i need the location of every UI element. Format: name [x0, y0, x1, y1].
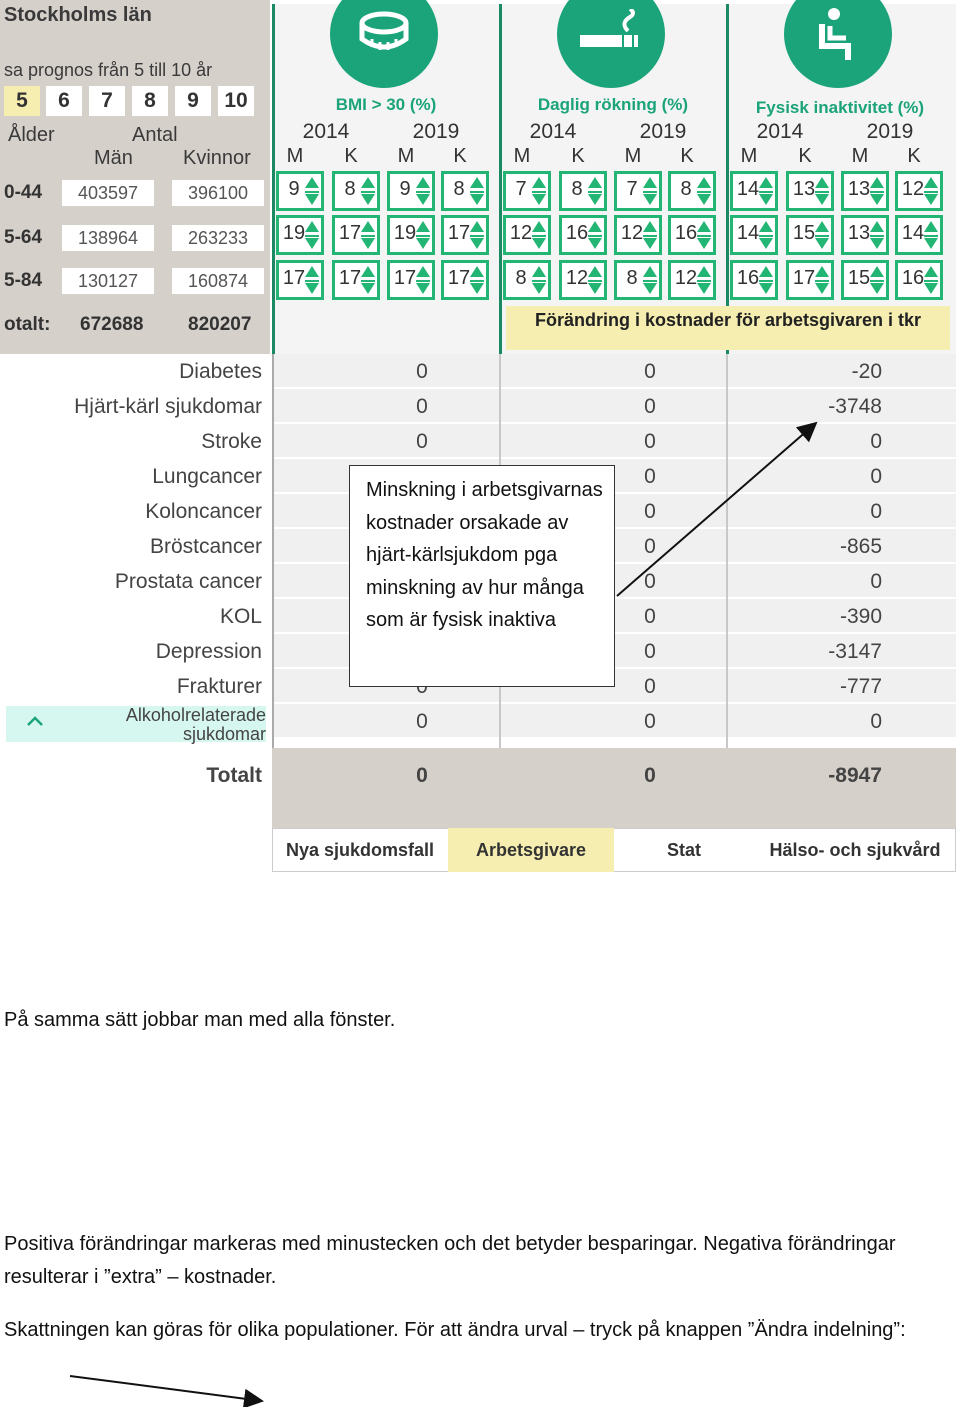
population-man-input[interactable]: 130127	[62, 268, 154, 294]
value-fysisk: -20	[851, 360, 882, 383]
tab-stat[interactable]: Stat	[666, 840, 701, 860]
disease-label: KOL	[219, 605, 262, 628]
value-rokning: 0	[644, 465, 656, 488]
sex-header: K	[798, 145, 812, 167]
value-fysisk: 0	[870, 465, 882, 488]
stepper-value: 19	[393, 222, 417, 244]
year-header: 2019	[866, 120, 914, 143]
total-fysisk: -8947	[828, 764, 882, 787]
disease-label: Depression	[155, 640, 262, 663]
stepper-value: 12	[565, 267, 589, 289]
year-header: 2014	[302, 120, 350, 143]
disease-label: Stroke	[201, 430, 262, 453]
value-bmi: 0	[416, 430, 428, 453]
value-rokning: 0	[644, 360, 656, 383]
disease-label: Alkoholrelaterade sjukdomar	[6, 706, 266, 742]
stepper-value: 14	[901, 222, 925, 244]
population-man-input[interactable]: 138964	[62, 225, 154, 251]
antal-label: Antal	[132, 124, 178, 146]
stepper-value: 13	[792, 178, 816, 200]
stepper-value: 16	[736, 267, 760, 289]
year-header: 2019	[412, 120, 460, 143]
disease-label: Bröstcancer	[149, 535, 262, 558]
sex-header: M	[397, 145, 415, 167]
sex-header: K	[680, 145, 694, 167]
population-kvinnor-input[interactable]: 160874	[172, 268, 264, 294]
value-fysisk: -3748	[828, 395, 882, 418]
value-rokning: 0	[644, 535, 656, 558]
prognos-label: sa prognos från 5 till 10 år	[4, 60, 213, 80]
value-rokning: 0	[644, 430, 656, 453]
value-fysisk: 0	[870, 710, 882, 733]
sex-header: K	[907, 145, 921, 167]
value-fysisk: -865	[839, 535, 882, 558]
disease-label: Frakturer	[176, 675, 262, 698]
stepper-value: 14	[736, 222, 760, 244]
cost-header: Förändring i kostnader för arbetsgivaren i tkr	[506, 306, 950, 350]
callout-arrow	[617, 423, 816, 596]
stepper-value: 12	[901, 178, 925, 200]
sex-header: M	[624, 145, 642, 167]
population-total-man: 672688	[80, 314, 144, 335]
sex-header: K	[344, 145, 358, 167]
value-bmi: 0	[416, 395, 428, 418]
stepper-value: 19	[282, 222, 306, 244]
stepper-value: 8	[453, 178, 465, 200]
stepper-value: 9	[288, 178, 300, 200]
disease-label: Prostata cancer	[114, 570, 262, 593]
total-rokning: 0	[644, 764, 656, 787]
stepper-value: 17	[792, 267, 816, 289]
man-label: Män	[94, 147, 133, 169]
sex-header: M	[286, 145, 304, 167]
stepper-value: 17	[338, 267, 362, 289]
stepper-value: 17	[447, 267, 471, 289]
stepper-value: 17	[393, 267, 417, 289]
stepper-value: 8	[344, 178, 356, 200]
year-header: 2019	[639, 120, 687, 143]
value-rokning: 0	[644, 710, 656, 733]
value-fysisk: -777	[839, 675, 882, 698]
age-group-label: 5-64	[4, 227, 43, 248]
value-fysisk: 0	[870, 500, 882, 523]
stepper-value: 8	[571, 178, 583, 200]
stepper-value: 15	[792, 222, 816, 244]
year-option[interactable]: 6	[46, 86, 82, 116]
population-total-label: otalt:	[4, 314, 51, 335]
stepper-value: 13	[847, 222, 871, 244]
stepper-value: 7	[515, 178, 527, 200]
value-bmi: 0	[416, 360, 428, 383]
paragraph-2: Positiva förändringar markeras med minustecken och det betyder besparingar. Negativa förändringar resulterar i ”extra” – kostnader.	[4, 1233, 896, 1288]
disease-label: Lungcancer	[152, 465, 262, 488]
callout-box: Minskning i arbetsgivarnas kostnader orsakade av hjärt-kärlsjukdom pga minskning av hur många som är fysisk inaktiva	[349, 465, 615, 687]
value-fysisk: 0	[870, 430, 882, 453]
paragraph-3: Skattningen kan göras för olika populationer. För att ändra urval – tryck på knappen ”Ändra indelning”:	[4, 1319, 906, 1341]
value-rokning: 0	[644, 500, 656, 523]
stepper-value: 9	[399, 178, 411, 200]
population-kvinnor-input[interactable]: 396100	[172, 180, 264, 206]
tab-hälso-och-sjukvård[interactable]: Hälso- och sjukvård	[769, 840, 941, 860]
year-header: 2014	[529, 120, 577, 143]
disease-label: Koloncancer	[145, 500, 262, 523]
sex-header: M	[740, 145, 758, 167]
paragraph-1: På samma sätt jobbar man med alla fönster.	[4, 1009, 396, 1031]
value-rokning: 0	[644, 640, 656, 663]
value-bmi: 0	[416, 710, 428, 733]
total-label: Totalt	[206, 764, 262, 787]
value-rokning: 0	[644, 675, 656, 698]
stepper-value: 16	[901, 267, 925, 289]
value-fysisk: -390	[839, 605, 882, 628]
stepper-value: 12	[509, 222, 533, 244]
disease-label: Diabetes	[179, 360, 262, 383]
total-bmi: 0	[416, 764, 428, 787]
value-rokning: 0	[644, 605, 656, 628]
year-option[interactable]: 7	[89, 86, 125, 116]
population-kvinnor-input[interactable]: 263233	[172, 225, 264, 251]
stepper-value: 17	[282, 267, 306, 289]
year-header: 2014	[756, 120, 804, 143]
bottom-arrow	[70, 1376, 262, 1401]
value-fysisk: -3147	[828, 640, 882, 663]
stepper-value: 16	[674, 222, 698, 244]
stepper-value: 8	[626, 267, 638, 289]
population-total-kvinnor: 820207	[188, 314, 252, 335]
stepper-value: 15	[847, 267, 871, 289]
stepper-value: 8	[680, 178, 692, 200]
disease-label: Hjärt-kärl sjukdomar	[74, 395, 262, 418]
year-option[interactable]: 8	[132, 86, 168, 116]
sex-header: K	[453, 145, 467, 167]
kvinnor-label: Kvinnor	[183, 147, 251, 169]
year-option[interactable]: 5	[4, 86, 40, 116]
age-group-label: 0-44	[4, 182, 43, 203]
value-rokning: 0	[644, 570, 656, 593]
stepper-value: 8	[515, 267, 527, 289]
stepper-value: 7	[626, 178, 638, 200]
tab-nya-sjukdomsfall[interactable]: Nya sjukdomsfall	[285, 840, 435, 860]
sex-header: M	[513, 145, 531, 167]
year-option[interactable]: 10	[218, 86, 254, 116]
tab-arbetsgivare[interactable]: Arbetsgivare	[448, 828, 614, 872]
value-rokning: 0	[644, 395, 656, 418]
risk-group-title: Fysisk inaktivitet (%)	[755, 98, 925, 117]
stepper-value: 14	[736, 178, 760, 200]
sex-header: K	[571, 145, 585, 167]
stepper-value: 12	[674, 267, 698, 289]
stepper-value: 13	[847, 178, 871, 200]
region-title: Stockholms län	[4, 4, 152, 26]
risk-group-title: Daglig rökning (%)	[537, 95, 689, 114]
year-option[interactable]: 9	[175, 86, 211, 116]
value-fysisk: 0	[870, 570, 882, 593]
stepper-value: 16	[565, 222, 589, 244]
population-man-input[interactable]: 403597	[62, 180, 154, 206]
sex-header: M	[851, 145, 869, 167]
risk-group-title: BMI > 30 (%)	[335, 95, 437, 114]
stepper-value: 17	[447, 222, 471, 244]
stepper-value: 17	[338, 222, 362, 244]
age-group-label: 5-84	[4, 270, 43, 291]
alder-label: Ålder	[8, 124, 55, 146]
stepper-value: 12	[620, 222, 644, 244]
